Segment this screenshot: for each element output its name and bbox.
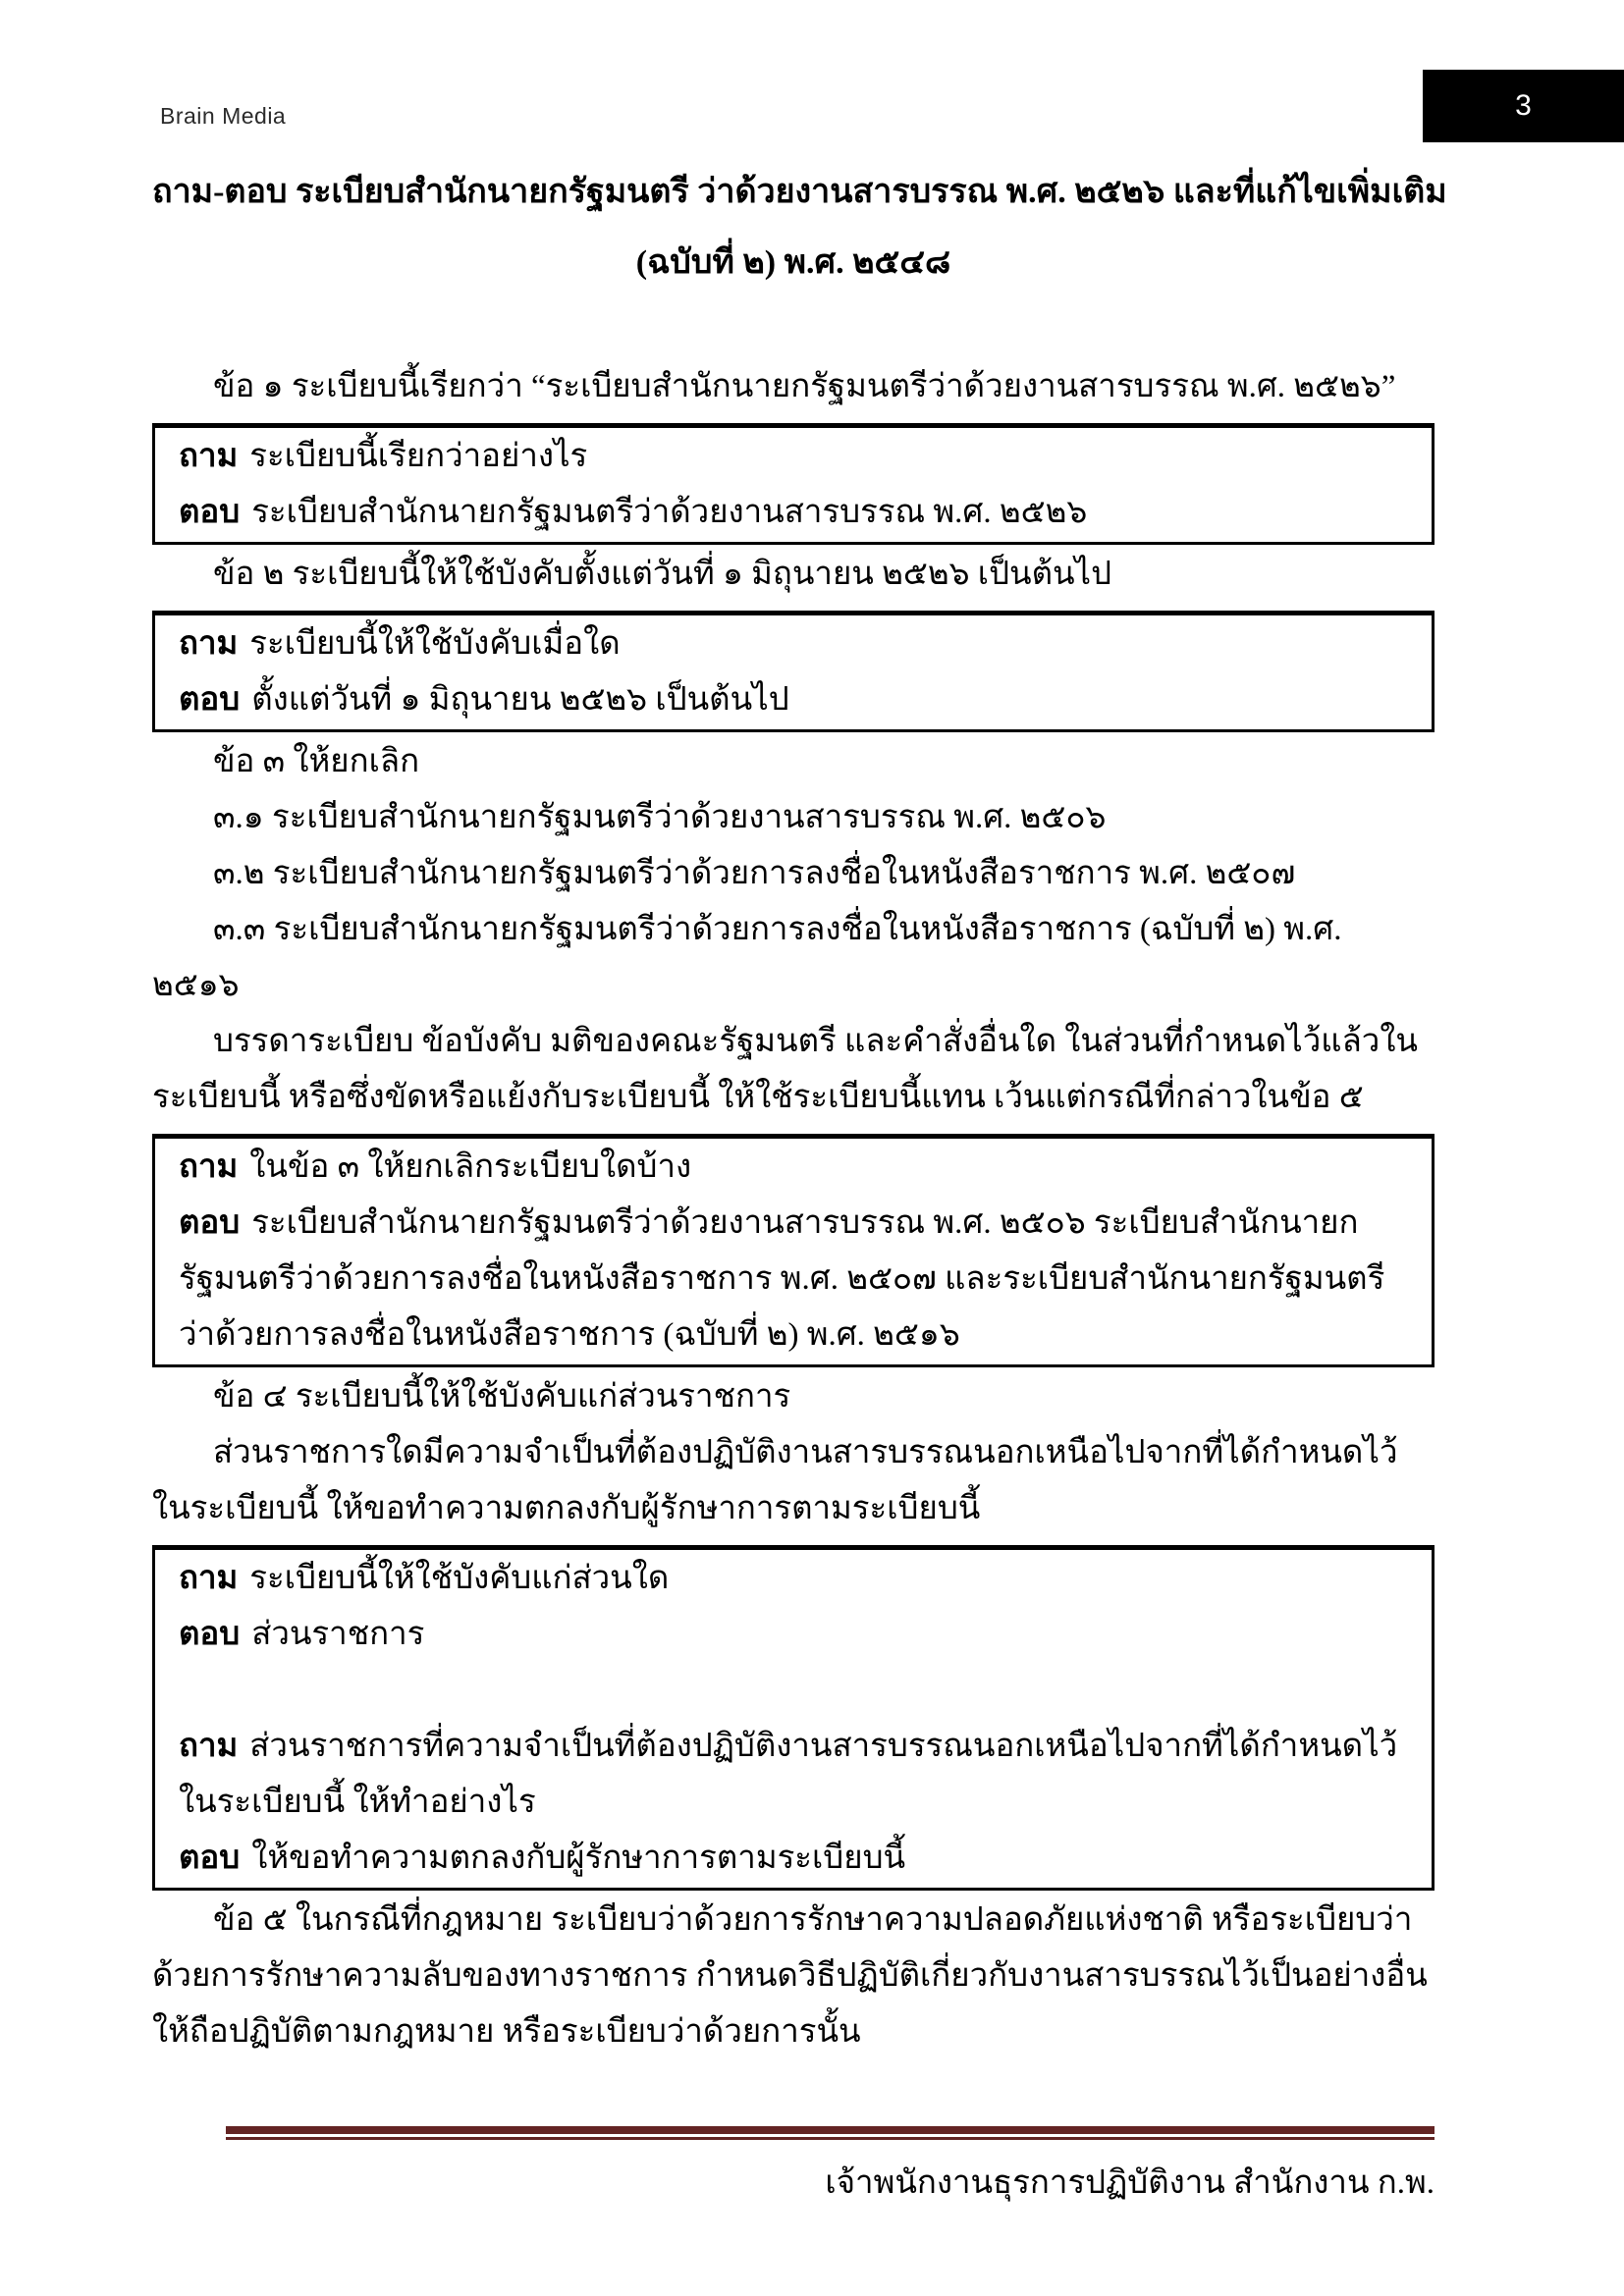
answer-text: ส่วนราชการ — [251, 1617, 425, 1652]
question-text: ระเบียบนี้ให้ใช้บังคับเมื่อใด — [249, 626, 621, 662]
question-label: ถาม — [179, 439, 239, 474]
footer-credit: เจ้าพนักงานธุรการปฏิบัติงาน สำนักงาน ก.พ. — [825, 2165, 1435, 2201]
question-label: ถาม — [179, 1729, 239, 1764]
clause-3-2-paragraph: ๓.๒ ระเบียบสำนักนายกรัฐมนตรีว่าด้วยการลงชื่อในหนังสือราชการ พ.ศ. ๒๕๐๗ — [213, 856, 1296, 891]
answer-label: ตอบ — [179, 1205, 241, 1241]
page-number: 3 — [1515, 89, 1532, 122]
page-number-box — [1423, 70, 1624, 142]
qa-question-row — [179, 429, 1408, 485]
question-text: ระเบียบนี้เรียกว่าอย่างไร — [249, 439, 588, 474]
qa-box-3 — [152, 1134, 1435, 1367]
clause-4-note-paragraph: ส่วนราชการใดมีความจำเป็นที่ต้องปฏิบัติงานสารบรรณนอกเหนือไปจากที่ได้กำหนดไว้ในระเบียบนี้ ให้ขอทำความตกลงกับผู้รักษาการตามระเบียบนี้ — [152, 1435, 1398, 1526]
answer-text: ระเบียบสำนักนายกรัฐมนตรีว่าด้วยงานสารบรรณ พ.ศ. ๒๕๒๖ — [251, 495, 1088, 530]
qa-question-row — [179, 1719, 1408, 1831]
document-title — [152, 157, 1447, 298]
clause-3-note-paragraph: บรรดาระเบียบ ข้อบังคับ มติของคณะรัฐมนตรี และคำสั่งอื่นใด ในส่วนที่กำหนดไว้แล้วในระเบียบนี้ หรือซึ่งขัดหรือแย้งกับระเบียบนี้ ให้ใช้ระเบียบนี้แทน เว้นแต่กรณีที่กล่าวในข้อ ๕ — [152, 1024, 1418, 1115]
qa-box-4 — [152, 1545, 1435, 1891]
answer-label: ตอบ — [179, 1841, 241, 1876]
clause-3-paragraph: ข้อ ๓ ให้ยกเลิก — [213, 744, 420, 779]
answer-label: ตอบ — [179, 1617, 241, 1652]
clause-3-3-paragraph: ๓.๓ ระเบียบสำนักนายกรัฐมนตรีว่าด้วยการลงชื่อในหนังสือราชการ (ฉบับที่ ๒) พ.ศ. ๒๕๑๖ — [152, 912, 1342, 1003]
question-text: ระเบียบนี้ให้ใช้บังคับแก่ส่วนใด — [249, 1561, 670, 1596]
clause-4-paragraph: ข้อ ๔ ระเบียบนี้ให้ใช้บังคับแก่ส่วนราชการ — [213, 1379, 791, 1415]
qa-box-2 — [152, 611, 1435, 732]
qa-question-row — [179, 1551, 1408, 1607]
clause-3-1-paragraph: ๓.๑ ระเบียบสำนักนายกรัฐมนตรีว่าด้วยงานสารบรรณ พ.ศ. ๒๕๐๖ — [213, 800, 1107, 835]
footer-divider-thick-bar — [226, 2126, 1435, 2134]
document-title-line2: (ฉบับที่ ๒) พ.ศ. ๒๕๔๘ — [635, 244, 951, 281]
document-title-line1: ถาม-ตอบ ระเบียบสำนักนายกรัฐมนตรี ว่าด้วยงานสารบรรณ พ.ศ. ๒๕๒๖ และที่แก้ไขเพิ่มเติม — [152, 174, 1447, 210]
clause-1-paragraph: ข้อ ๑ ระเบียบนี้เรียกว่า “ระเบียบสำนักนายกรัฐมนตรีว่าด้วยงานสารบรรณ พ.ศ. ๒๕๒๖” — [213, 369, 1396, 404]
answer-text: ตั้งแต่วันที่ ๑ มิถุนายน ๒๕๒๖ เป็นต้นไป — [251, 682, 789, 718]
footer-divider-thin-line — [226, 2137, 1435, 2140]
qa-answer-row — [179, 1831, 1408, 1887]
qa-answer-row — [179, 672, 1408, 728]
answer-label: ตอบ — [179, 682, 241, 718]
question-label: ถาม — [179, 1149, 239, 1185]
qa-answer-row — [179, 485, 1408, 541]
answer-text: ให้ขอทำความตกลงกับผู้รักษาการตามระเบียบนี้ — [251, 1841, 906, 1876]
question-label: ถาม — [179, 1561, 239, 1596]
clause-5-paragraph: ข้อ ๕ ในกรณีที่กฎหมาย ระเบียบว่าด้วยการรักษาความปลอดภัยแห่งชาติ หรือระเบียบว่าด้วยการรักษาความลับของทางราชการ กำหนดวิธีปฏิบัติเกี่ยวกับงานสารบรรณไว้เป็นอย่างอื่น ให้ถือปฏิบัติตามกฎหมาย หรือระเบียบว่าด้วยการนั้น — [152, 1902, 1428, 2050]
question-text: ส่วนราชการที่ความจำเป็นที่ต้องปฏิบัติงานสารบรรณนอกเหนือไปจากที่ได้กำหนดไว้ในระเบียบนี้ ให้ทำอย่างไร — [179, 1729, 1398, 1820]
answer-text: ระเบียบสำนักนายกรัฐมนตรีว่าด้วยงานสารบรรณ พ.ศ. ๒๕๐๖ ระเบียบสำนักนายกรัฐมนตรีว่าด้วยการลงชื่อในหนังสือราชการ พ.ศ. ๒๕๐๗ และระเบียบสำนักนายกรัฐมนตรีว่าด้วยการลงชื่อในหนังสือราชการ (ฉบับที่ ๒) พ.ศ. ๒๕๑๖ — [179, 1205, 1385, 1353]
qa-box-1 — [152, 423, 1435, 545]
document-body — [152, 359, 1435, 2060]
question-label: ถาม — [179, 626, 239, 662]
qa-answer-row — [179, 1196, 1408, 1363]
clause-2-paragraph: ข้อ ๒ ระเบียบนี้ให้ใช้บังคับตั้งแต่วันที่ ๑ มิถุนายน ๒๕๒๖ เป็นต้นไป — [213, 557, 1112, 592]
answer-label: ตอบ — [179, 495, 241, 530]
brand-watermark: Brain Media — [160, 103, 287, 129]
qa-answer-row — [179, 1607, 1408, 1663]
qa-blank-spacer — [179, 1663, 1408, 1719]
qa-question-row — [179, 616, 1408, 672]
question-text: ในข้อ ๓ ให้ยกเลิกระเบียบใดบ้าง — [249, 1149, 692, 1185]
qa-question-row — [179, 1140, 1408, 1196]
footer-divider — [226, 2126, 1435, 2140]
